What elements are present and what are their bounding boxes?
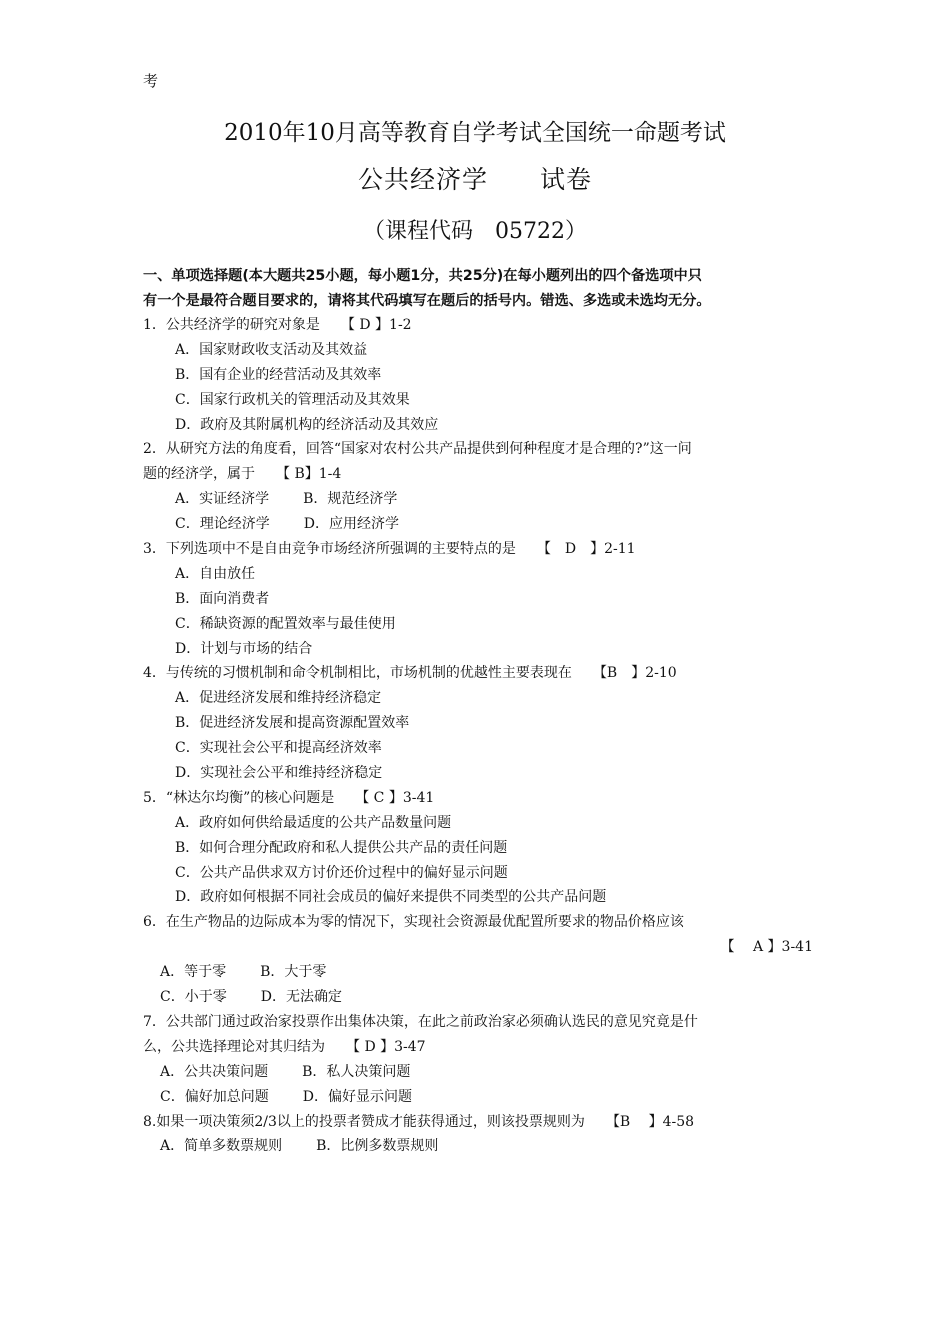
question-5-option-c: C．公共产品供求双方讨价还价过程中的偏好显示问题 bbox=[175, 864, 508, 881]
question-5-option-b: B．如何合理分配政府和私人提供公共产品的责任问题 bbox=[175, 839, 508, 856]
question-4-option-b: B．促进经济发展和提高资源配置效率 bbox=[175, 715, 410, 732]
option-a: A．等于零 bbox=[160, 964, 227, 981]
question-text: 1．公共经济学的研究对象是 bbox=[143, 317, 320, 333]
question-5-option-d: D．政府如何根据不同社会成员的偏好来提供不同类型的公共产品问题 bbox=[175, 889, 607, 906]
question-text: 题的经济学，属于 bbox=[143, 466, 255, 483]
question-1-option-b: B．国有企业的经营活动及其效率 bbox=[175, 366, 382, 383]
question-1-option-c: C．国家行政机关的管理活动及其效果 bbox=[175, 391, 410, 408]
option-d: D．偏好显示问题 bbox=[302, 1088, 412, 1105]
course-code: （课程代码 05722） bbox=[363, 219, 587, 244]
question-4-option-d: D．实现社会公平和维持经济稳定 bbox=[175, 765, 383, 782]
answer-key: 【B 】2-10 bbox=[571, 665, 677, 682]
answer-key: 【 D 】1-2 bbox=[319, 317, 412, 333]
option-b: B．比例多数票规则 bbox=[316, 1138, 439, 1155]
answer-key: 【 C 】3-41 bbox=[334, 789, 435, 806]
answer-key: 【 B】1-4 bbox=[255, 466, 342, 483]
question-7-stem-2 bbox=[143, 1035, 813, 1060]
answer-key: 【 D 】2-11 bbox=[515, 541, 636, 558]
option-a: A．实证经济学 bbox=[175, 491, 270, 508]
question-3-option-b: B．面向消费者 bbox=[175, 590, 270, 607]
corner-mark: 考 bbox=[143, 72, 159, 90]
option-c: C．小于零 bbox=[160, 989, 227, 1006]
question-text: 5．“林达尔均衡”的核心问题是 bbox=[143, 789, 335, 806]
question-text: 3．下列选项中不是自由竞争市场经济所强调的主要特点的是 bbox=[143, 541, 516, 558]
option-b: B．规范经济学 bbox=[303, 491, 398, 508]
option-b: B．大于零 bbox=[260, 964, 327, 981]
question-7-stem-1: 7．公共部门通过政治家投票作出集体决策，在此之前政治家必须确认选民的意见究竟是什 bbox=[143, 1013, 698, 1030]
question-2-stem-2 bbox=[143, 462, 813, 487]
answer-key: 【B 】4-58 bbox=[584, 1113, 695, 1130]
question-4-option-c: C．实现社会公平和提高经济效率 bbox=[175, 740, 382, 757]
option-b: B．私人决策问题 bbox=[302, 1063, 411, 1080]
option-c: C．偏好加总问题 bbox=[160, 1088, 269, 1105]
question-text: 么，公共选择理论对其归结为 bbox=[143, 1038, 325, 1055]
section-line-1: 一、单项选择题(本大题共25小题，每小题1分，共25分)在每小题列出的四个备选项中只 bbox=[143, 268, 702, 284]
question-7-options-ab bbox=[143, 1060, 813, 1085]
answer-key: 【 D 】3-47 bbox=[325, 1038, 426, 1055]
option-a: A．公共决策问题 bbox=[160, 1063, 269, 1080]
question-2-stem-1: 2．从研究方法的角度看，回答“国家对农村公共产品提供到何种程度才是合理的?”这一问 bbox=[143, 441, 692, 458]
subject-title: 公共经济学 试卷 bbox=[357, 165, 592, 194]
question-list bbox=[143, 313, 813, 1159]
question-3-option-a: A．自由放任 bbox=[175, 565, 256, 582]
question-6-options-ab bbox=[143, 960, 813, 985]
question-8-options-ab bbox=[143, 1134, 813, 1159]
option-d: D．无法确定 bbox=[260, 989, 342, 1006]
section-line-2: 有一个是最符合题目要求的，请将其代码填写在题后的括号内。错选、多选或未选均无分。 bbox=[143, 292, 711, 309]
question-6-stem: 6．在生产物品的边际成本为零的情况下，实现社会资源最优配置所要求的物品价格应该 bbox=[143, 914, 684, 931]
question-5-stem bbox=[143, 786, 813, 811]
question-4-stem bbox=[143, 661, 813, 686]
question-4-option-a: A．促进经济发展和维持经济稳定 bbox=[175, 690, 382, 707]
option-d: D．应用经济学 bbox=[303, 516, 399, 533]
question-1-option-d: D．政府及其附属机构的经济活动及其效应 bbox=[175, 416, 439, 433]
option-c: C．理论经济学 bbox=[175, 516, 270, 533]
question-1-option-a: A．国家财政收支活动及其效益 bbox=[175, 341, 368, 358]
question-text: 8.如果一项决策须2/3以上的投票者赞成才能获得通过，则该投票规则为 bbox=[143, 1113, 585, 1130]
question-7-options-cd bbox=[143, 1085, 813, 1110]
question-3-option-c: C．稀缺资源的配置效率与最佳使用 bbox=[175, 615, 396, 632]
section-instructions bbox=[143, 264, 813, 314]
question-2-options-ab bbox=[143, 487, 813, 512]
option-a: A．简单多数票规则 bbox=[160, 1138, 283, 1155]
answer-key: 【 A 】3-41 bbox=[720, 939, 813, 956]
question-5-option-a: A．政府如何供给最适度的公共产品数量问题 bbox=[175, 814, 452, 831]
question-2-options-cd bbox=[143, 512, 813, 537]
question-3-stem bbox=[143, 537, 813, 562]
question-6-options-cd bbox=[143, 985, 813, 1010]
exam-title: 2010年10月高等教育自学考试全国统一命题考试 bbox=[224, 120, 726, 146]
question-3-option-d: D．计划与市场的结合 bbox=[175, 640, 313, 657]
question-6-answer-line bbox=[143, 935, 813, 960]
question-1-stem bbox=[143, 313, 813, 338]
question-text: 4．与传统的习惯机制和命令机制相比，市场机制的优越性主要表现在 bbox=[143, 665, 572, 682]
question-8-stem bbox=[143, 1110, 813, 1135]
